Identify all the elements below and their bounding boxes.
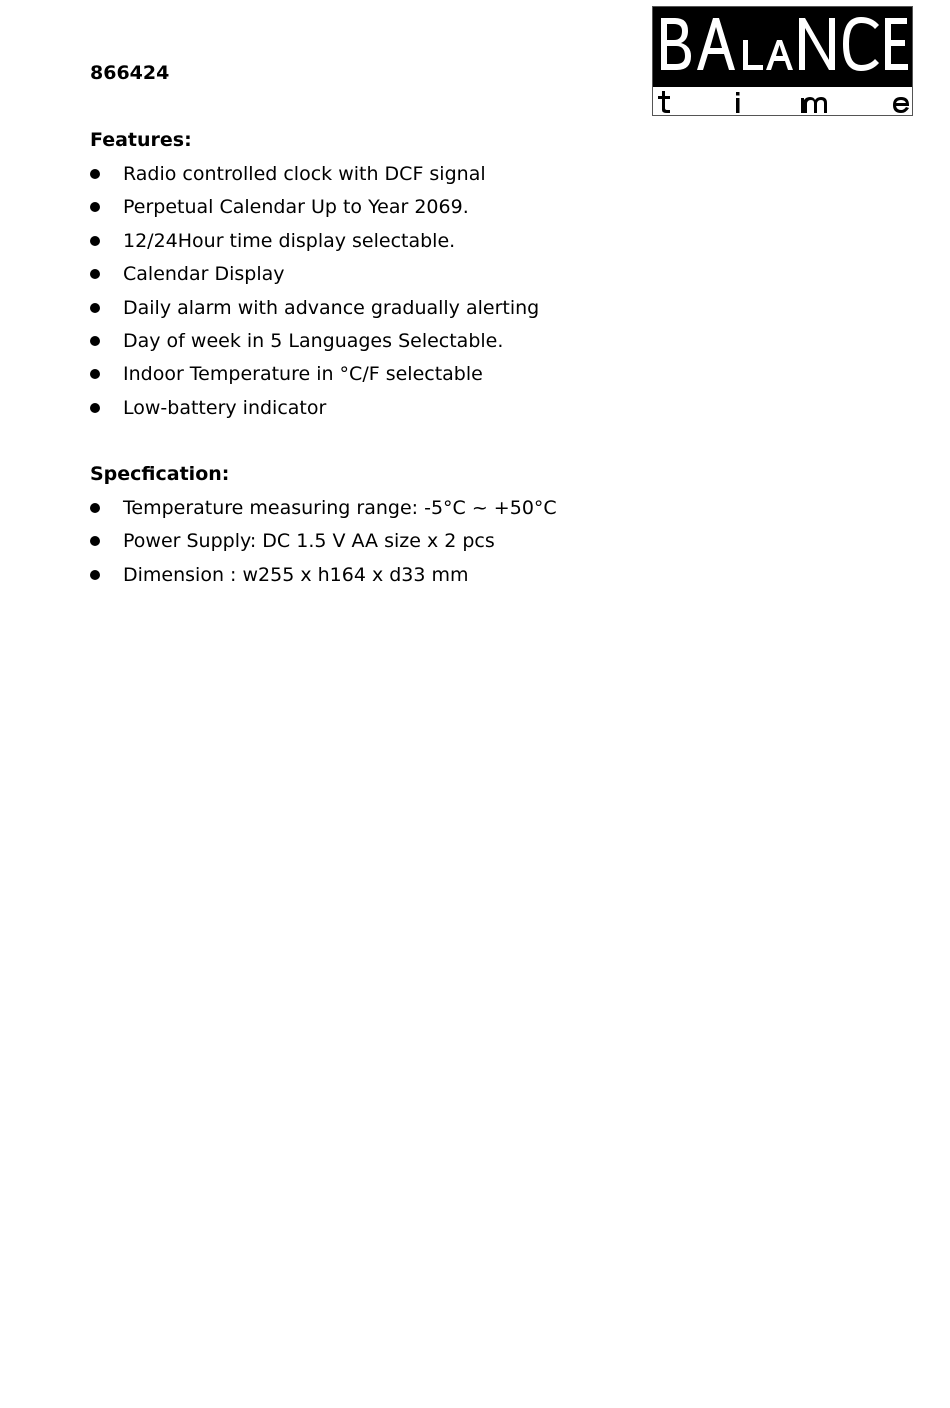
bullet-icon — [90, 503, 100, 513]
feature-item — [90, 296, 539, 329]
bullet-icon — [90, 369, 100, 379]
spec-text: Dimension : w255 x h164 x d33 mm — [123, 563, 469, 586]
feature-text: Perpetual Calendar Up to Year 2069. — [123, 196, 469, 219]
feature-item — [90, 329, 539, 362]
bullet-icon — [90, 570, 100, 580]
bullet-icon — [90, 202, 100, 212]
bullet-icon — [90, 236, 100, 246]
feature-text: Indoor Temperature in °C/F selectable — [123, 363, 483, 386]
bullet-icon — [90, 536, 100, 546]
bullet-icon — [90, 336, 100, 346]
feature-text: Calendar Display — [123, 263, 285, 286]
spec-text: Power Supply: DC 1.5 V AA size x 2 pcs — [123, 530, 495, 553]
specification-heading: Specfication: — [90, 463, 230, 485]
feature-text: 12/24Hour time display selectable. — [123, 229, 456, 252]
product-code: 866424 — [90, 62, 170, 84]
spec-text: Temperature measuring range: -5°C ~ +50°C — [123, 497, 557, 519]
spec-item — [90, 563, 557, 596]
feature-text: Low-battery indicator — [123, 396, 327, 419]
feature-text: Day of week in 5 Languages Selectable. — [123, 329, 504, 352]
feature-item — [90, 362, 539, 395]
bullet-icon — [90, 403, 100, 413]
feature-item — [90, 229, 539, 262]
feature-text: Daily alarm with advance gradually alerting — [123, 296, 540, 319]
features-heading: Features: — [90, 129, 192, 151]
feature-item — [90, 162, 539, 195]
features-list — [90, 162, 539, 429]
spec-item — [90, 529, 557, 562]
feature-text: Radio controlled clock with DCF signal — [123, 163, 486, 185]
spec-item — [90, 496, 557, 529]
bullet-icon — [90, 269, 100, 279]
feature-item — [90, 262, 539, 295]
specification-list — [90, 496, 557, 596]
bullet-icon — [90, 169, 100, 179]
bullet-icon — [90, 303, 100, 313]
balance-time-logo — [652, 6, 913, 116]
feature-item — [90, 195, 539, 228]
logo-graphic — [653, 7, 912, 115]
feature-item — [90, 396, 539, 429]
